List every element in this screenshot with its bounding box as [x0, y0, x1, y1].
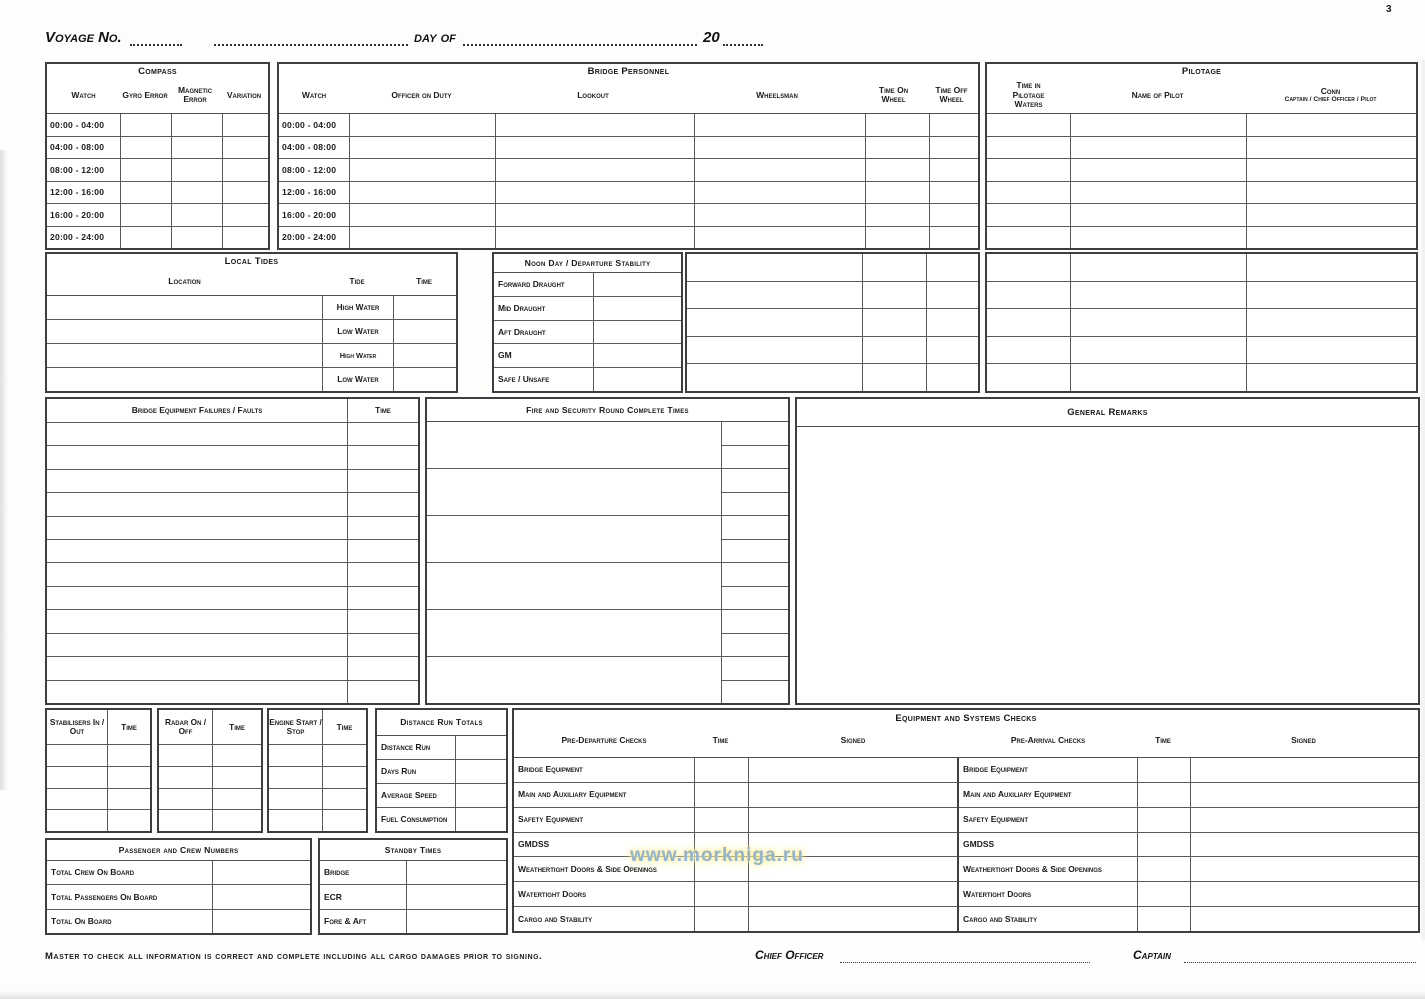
empty-cell: [47, 810, 107, 831]
failures-title: Bridge Equipment Failures / Faults: [47, 399, 347, 422]
empty-cell: [348, 470, 418, 492]
pilotage-col-conn-sub: Captain / Chief Officer / Pilot: [1284, 96, 1377, 104]
bridge-personnel-table: [277, 62, 980, 250]
scan-shadow-bottom: [0, 991, 1425, 999]
check-row-label: Watertight Doors: [959, 882, 1137, 906]
empty-cell: [1071, 254, 1246, 281]
check-row-label: Main and Auxiliary Equipment: [514, 783, 694, 807]
tides-col-time: Time: [416, 275, 432, 286]
empty-cell: [1071, 227, 1246, 249]
watch-time: 16:00 - 20:00: [279, 204, 349, 226]
year-prefix: 20: [703, 29, 720, 46]
distance-row-label: Fuel Consumption: [377, 808, 455, 831]
standby-row-label: Bridge: [320, 861, 406, 884]
empty-cell: [1071, 159, 1246, 181]
col-pre-arrival-checks: Pre-Arrival Checks: [1010, 735, 1086, 746]
empty-cell: [1071, 337, 1246, 364]
empty-cell: [1247, 364, 1416, 391]
failures-col-time: Time: [348, 399, 418, 422]
engine-grid: [269, 710, 366, 831]
watch-time: 20:00 - 24:00: [279, 227, 349, 249]
empty-cell: [1071, 364, 1246, 391]
col-time: Time: [1155, 735, 1171, 746]
bp-col-time-on-wheel: Time On Wheel: [878, 84, 909, 105]
fire-rounds-table: [425, 397, 790, 705]
watch-time: 00:00 - 04:00: [279, 114, 349, 136]
stabilisers-grid: [47, 710, 150, 831]
pilotage-table: [985, 62, 1418, 250]
empty-cell: [1247, 254, 1416, 281]
empty-cell: [987, 182, 1070, 204]
empty-cell: [1071, 309, 1246, 336]
chief-officer-label: Chief Officer: [755, 948, 824, 962]
empty-cell: [987, 337, 1070, 364]
compass-table: [45, 62, 270, 250]
empty-cell: [47, 470, 347, 492]
empty-cell: [1247, 204, 1416, 226]
local-tides-title: Local Tides: [224, 256, 279, 267]
empty-cell: [348, 681, 418, 703]
compass-title: Compass: [138, 66, 177, 77]
stability-row-label: Mid Draught: [494, 297, 593, 320]
stability-row-label: GM: [494, 344, 593, 367]
empty-cell: [213, 810, 261, 831]
check-row-label: Watertight Doors: [514, 882, 694, 906]
empty-cell: [47, 587, 347, 609]
tide-row-label: High Water: [323, 296, 393, 319]
stability-row-label: Forward Draught: [494, 273, 593, 296]
empty-cell: [348, 493, 418, 515]
col-time: Time: [712, 735, 729, 746]
scan-shadow-left: [0, 150, 8, 790]
bp-col-lookout: Lookout: [577, 89, 609, 100]
empty-cell: [687, 282, 862, 309]
empty-cell: [348, 634, 418, 656]
watch-time: 20:00 - 24:00: [47, 227, 120, 249]
equipment-checks-table: [512, 708, 1420, 933]
check-row-label: Main and Auxiliary Equipment: [959, 783, 1137, 807]
distance-table: [375, 708, 508, 833]
pilotage-col-conn: Conn: [1320, 85, 1341, 96]
compass-col-magnetic-error: Magnetic Error: [177, 84, 213, 105]
empty-cell: [348, 423, 418, 445]
stabilisers-table: [45, 708, 152, 833]
engine-col-state: Engine Start / Stop: [269, 710, 322, 744]
radar-col-time: Time: [213, 710, 261, 744]
check-row-label: Cargo and Stability: [514, 907, 694, 931]
empty-cell: [108, 810, 150, 831]
empty-cell: [348, 610, 418, 632]
check-row-label: Weathertight Doors & Side Openings: [959, 857, 1137, 881]
tide-row-label: Low Water: [323, 368, 393, 391]
empty-cell: [1071, 282, 1246, 309]
failures-table: [45, 397, 420, 705]
empty-cell: [1247, 182, 1416, 204]
bridge-personnel-grid: [279, 114, 978, 248]
standby-grid: [320, 861, 506, 933]
bridge-personnel-title: Bridge Personnel: [587, 66, 670, 77]
empty-cell: [1247, 282, 1416, 309]
captain-label: Captain: [1133, 948, 1171, 962]
empty-cell: [863, 282, 926, 309]
empty-cell: [47, 610, 347, 632]
empty-cell: [47, 789, 107, 810]
check-row-label: GMDSS: [514, 833, 694, 857]
col-pre-departure-checks: Pre-Departure Checks: [561, 735, 647, 746]
empty-cell: [863, 254, 926, 281]
empty-cell: [47, 493, 347, 515]
stability-row-label: Aft Draught: [494, 321, 593, 344]
watermark: www.morkniga.ru: [630, 845, 804, 866]
empty-cell: [348, 446, 418, 468]
empty-cell: [269, 745, 322, 766]
stability-title: Noon Day / Departure Stability: [524, 257, 651, 268]
check-row-label: Bridge Equipment: [959, 758, 1137, 782]
pilotage-title: Pilotage: [1181, 66, 1222, 77]
watch-time: 12:00 - 16:00: [279, 182, 349, 204]
distance-title: Distance Run Totals: [400, 717, 483, 728]
captain-signature-line: [1184, 962, 1416, 963]
engine-table: [267, 708, 368, 833]
stabilisers-col-state: Stabilisers In / Out: [47, 710, 107, 744]
empty-cell: [323, 745, 366, 766]
watch-time: 08:00 - 12:00: [47, 159, 120, 181]
check-row-label: Weathertight Doors & Side Openings: [514, 857, 694, 881]
compass-col-gyro-error: Gyro Error: [122, 89, 168, 100]
col-signed: Signed: [1291, 735, 1316, 746]
empty-cell: [108, 789, 150, 810]
empty-cell: [1071, 137, 1246, 159]
day-of-label: day of: [414, 29, 456, 46]
empty-cell: [348, 517, 418, 539]
radar-col-state: Radar On / Off: [159, 710, 212, 744]
empty-cell: [269, 789, 322, 810]
passengers-title: Passenger and Crew Numbers: [118, 844, 239, 855]
voyage-no-line: [130, 44, 182, 46]
standby-row-label: ECR: [320, 885, 406, 908]
compass-grid: [47, 114, 268, 248]
col-signed: Signed: [840, 735, 866, 746]
empty-cell: [987, 159, 1070, 181]
empty-cell: [47, 423, 347, 445]
month-line: [463, 44, 697, 46]
watch-time: 08:00 - 12:00: [279, 159, 349, 181]
general-remarks-area: [797, 427, 1418, 703]
empty-cell: [987, 282, 1070, 309]
empty-cell: [47, 767, 107, 788]
empty-cell: [863, 309, 926, 336]
standby-table: [318, 838, 508, 935]
empty-cell: [47, 540, 347, 562]
stability-table: [492, 252, 683, 393]
local-tides-table: [45, 252, 458, 393]
distance-row-label: Distance Run: [377, 736, 455, 759]
page-number: 3: [1386, 4, 1392, 15]
empty-cell: [863, 364, 926, 391]
engine-col-time: Time: [323, 710, 366, 744]
empty-cell: [927, 309, 978, 336]
empty-cell: [108, 767, 150, 788]
empty-cell: [269, 767, 322, 788]
date-line: [214, 44, 408, 46]
empty-cell: [47, 446, 347, 468]
empty-cell: [47, 634, 347, 656]
empty-cell: [1071, 204, 1246, 226]
check-row-label: Bridge Equipment: [514, 758, 694, 782]
empty-cell: [47, 745, 107, 766]
standby-row-label: Fore & Aft: [320, 910, 406, 933]
tide-row-label: High Water: [323, 344, 393, 367]
empty-cell: [159, 789, 212, 810]
fire-rounds-time-cells: [721, 422, 788, 703]
distance-grid: [377, 736, 506, 831]
empty-cell: [1071, 114, 1246, 136]
voyage-no-label: Voyage No.: [45, 29, 122, 46]
watch-time: 12:00 - 16:00: [47, 182, 120, 204]
passengers-table: [45, 838, 312, 935]
distance-row-label: Average Speed: [377, 784, 455, 807]
stability-row-label: Safe / Unsafe: [494, 368, 593, 391]
general-remarks-title: General Remarks: [1067, 406, 1148, 418]
empty-cell: [159, 810, 212, 831]
watch-time: 04:00 - 08:00: [47, 137, 120, 159]
empty-cell: [927, 254, 978, 281]
radar-grid: [159, 710, 261, 831]
empty-cell: [323, 789, 366, 810]
empty-cell: [687, 309, 862, 336]
empty-cell: [47, 517, 347, 539]
empty-cell: [348, 540, 418, 562]
empty-cell: [348, 587, 418, 609]
check-row-label: Cargo and Stability: [959, 907, 1137, 931]
stabilisers-col-time: Time: [108, 710, 150, 744]
empty-cell: [213, 789, 261, 810]
radar-table: [157, 708, 263, 833]
empty-cell: [987, 114, 1070, 136]
empty-cell: [269, 810, 322, 831]
standby-title: Standby Times: [384, 844, 442, 855]
compass-col-variation: Variation: [226, 89, 262, 100]
empty-cell: [927, 364, 978, 391]
general-remarks-table: [795, 397, 1420, 705]
passengers-grid: [47, 861, 310, 933]
empty-cell: [213, 745, 261, 766]
failures-grid: [47, 399, 418, 703]
empty-cell: [108, 745, 150, 766]
empty-cell: [159, 767, 212, 788]
empty-cell: [323, 767, 366, 788]
empty-cell: [987, 364, 1070, 391]
bp-continuation-grid: [687, 254, 978, 391]
empty-cell: [987, 204, 1070, 226]
check-row-label: Safety Equipment: [514, 808, 694, 832]
empty-cell: [47, 657, 347, 679]
empty-cell: [987, 227, 1070, 249]
empty-cell: [1247, 337, 1416, 364]
pilotage-col-time-in-waters: Time in Pilotage Waters: [1012, 80, 1045, 109]
pilotage-continuation: [985, 252, 1418, 393]
empty-cell: [987, 309, 1070, 336]
tide-row-label: Low Water: [323, 320, 393, 343]
watch-time: 00:00 - 04:00: [47, 114, 120, 136]
check-row-label: GMDSS: [959, 833, 1137, 857]
empty-cell: [987, 137, 1070, 159]
empty-cell: [1247, 227, 1416, 249]
watch-time: 04:00 - 08:00: [279, 137, 349, 159]
bridge-personnel-continuation: [685, 252, 980, 393]
bp-col-time-off-wheel: Time Off Wheel: [935, 84, 968, 105]
tides-col-tide: Tide: [349, 275, 365, 286]
passengers-row-label: Total Passengers On Board: [47, 885, 212, 908]
empty-cell: [213, 767, 261, 788]
empty-cell: [687, 254, 862, 281]
empty-cell: [47, 681, 347, 703]
empty-cell: [1247, 159, 1416, 181]
empty-cell: [687, 337, 862, 364]
empty-cell: [1247, 114, 1416, 136]
passengers-row-label: Total Crew On Board: [47, 861, 212, 884]
empty-cell: [863, 337, 926, 364]
empty-cell: [47, 563, 347, 585]
year-line: [723, 44, 763, 46]
scan-shadow-right: [1421, 60, 1425, 940]
empty-cell: [987, 254, 1070, 281]
passengers-row-label: Total On Board: [47, 910, 212, 933]
empty-cell: [687, 364, 862, 391]
bp-col-wheelsman: Wheelsman: [756, 89, 798, 100]
empty-cell: [927, 337, 978, 364]
chief-officer-signature-line: [840, 962, 1090, 963]
empty-cell: [348, 657, 418, 679]
stability-grid: [494, 273, 681, 391]
empty-cell: [1247, 137, 1416, 159]
tides-col-location: Location: [168, 275, 201, 286]
compass-col-watch: Watch: [71, 89, 96, 100]
pre-arrival-grid: [959, 758, 1418, 931]
distance-row-label: Days Run: [377, 760, 455, 783]
empty-cell: [927, 282, 978, 309]
check-row-label: Safety Equipment: [959, 808, 1137, 832]
pilotage-col-name-of-pilot: Name of Pilot: [1131, 89, 1184, 100]
empty-cell: [348, 563, 418, 585]
watch-time: 16:00 - 20:00: [47, 204, 120, 226]
empty-cell: [323, 810, 366, 831]
bp-col-officer-on-duty: Officer on Duty: [391, 89, 452, 100]
local-tides-grid: [47, 296, 456, 391]
fire-rounds-main-rows: [427, 422, 721, 703]
bp-col-watch: Watch: [301, 89, 327, 100]
equipment-checks-title: Equipment and Systems Checks: [895, 713, 1037, 724]
empty-cell: [1071, 182, 1246, 204]
footer-note: Master to check all information is correct and complete including all cargo damages prior to signing.: [45, 951, 543, 962]
pilotage-grid: [987, 114, 1416, 248]
empty-cell: [159, 745, 212, 766]
pilotage-continuation-grid: [987, 254, 1416, 391]
empty-cell: [1247, 309, 1416, 336]
fire-rounds-title: Fire and Security Round Complete Times: [526, 404, 689, 415]
